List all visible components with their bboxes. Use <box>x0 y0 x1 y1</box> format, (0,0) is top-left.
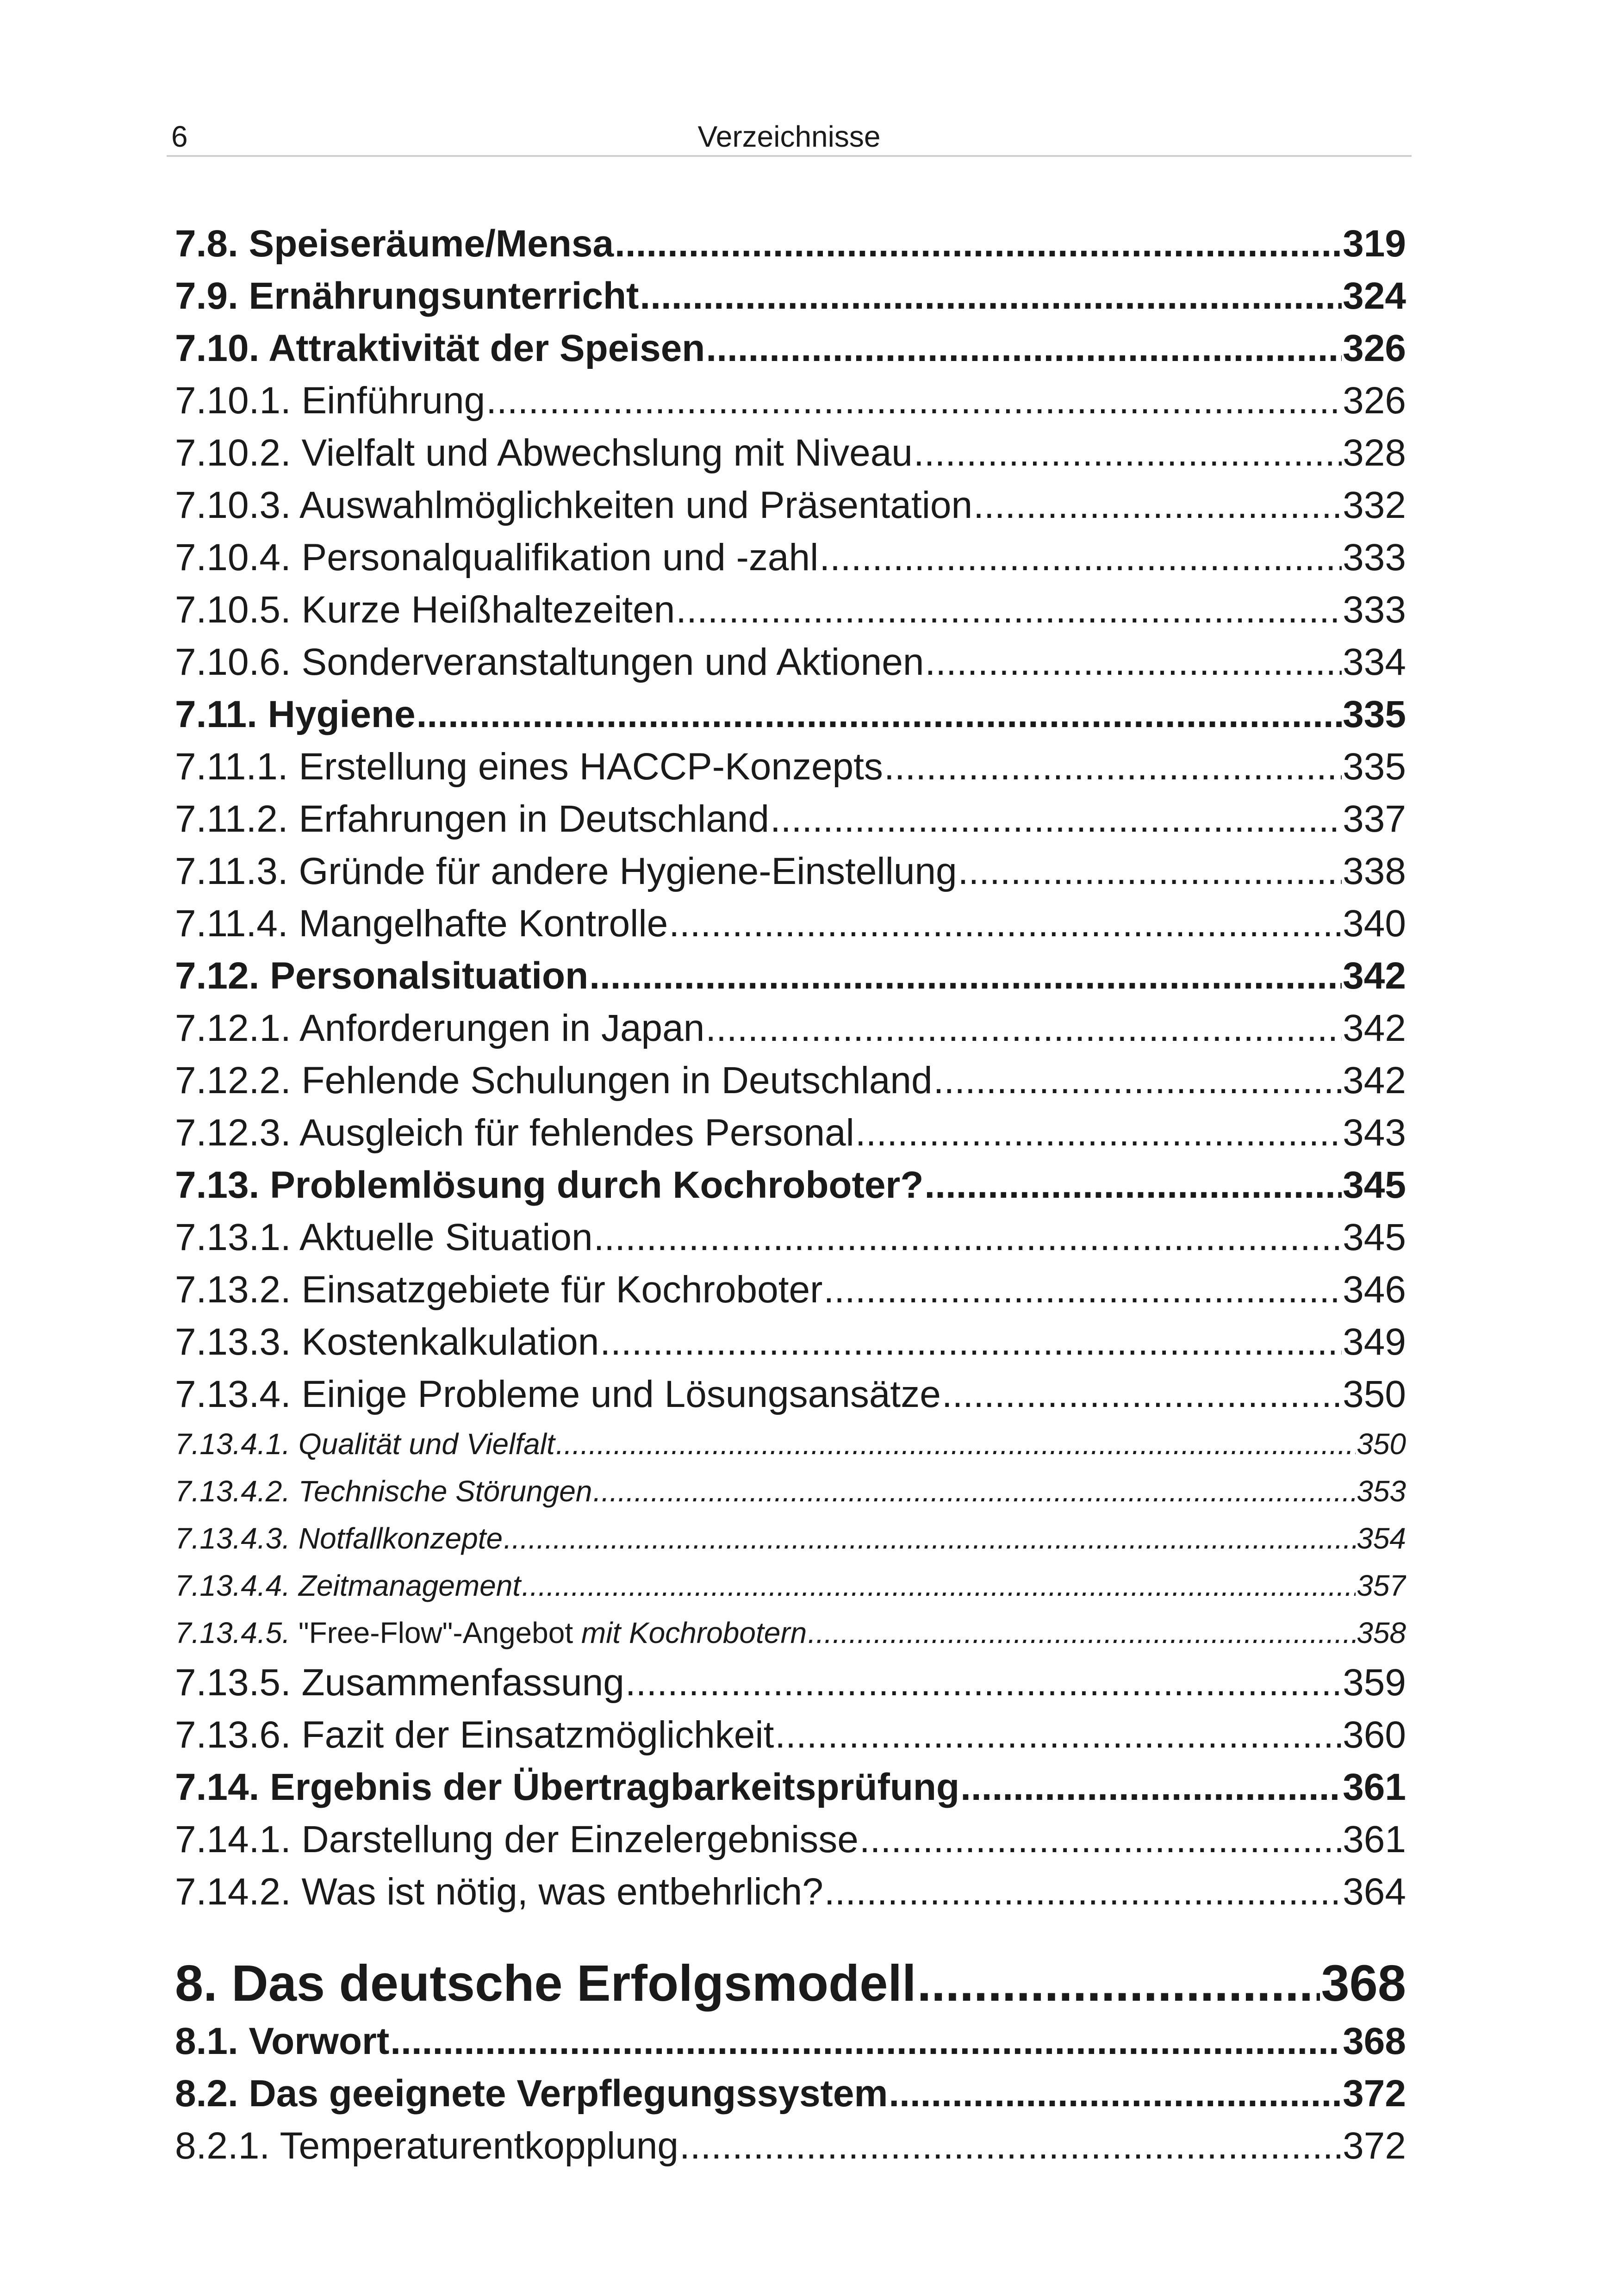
toc-entry-title: 7.12.1. Anforderungen in Japan <box>175 1007 705 1049</box>
toc-entry-title: 7.13.5. Zusammenfassung <box>175 1661 624 1704</box>
toc-entry-title: 7.11.2. Erfahrungen in Deutschland <box>175 798 770 840</box>
dot-leader <box>942 1368 1342 1420</box>
toc-entry <box>175 1107 1406 1159</box>
toc-entry-page: 326 <box>1343 327 1406 369</box>
toc-entry-title: 7.10.5. Kurze Heißhaltezeiten <box>175 589 675 631</box>
toc-entry-page: 333 <box>1343 536 1406 579</box>
toc-entry-title: 7.13.4.3. Notfallkonzepte <box>175 1522 503 1555</box>
toc-entry <box>175 584 1406 636</box>
toc-entry <box>175 1420 1406 1468</box>
toc-entry-page: 342 <box>1343 1059 1406 1101</box>
toc-entry-title: 7.11.3. Gründe für andere Hygiene-Einstellung <box>175 850 957 892</box>
toc-entry <box>175 1159 1406 1211</box>
toc-entry <box>175 1054 1406 1107</box>
dot-leader <box>933 1054 1342 1107</box>
toc-entry <box>175 1866 1406 1918</box>
toc-entry-title: 7.12. Personalsituation <box>175 955 589 997</box>
dot-leader <box>819 531 1342 584</box>
toc-entry <box>175 1263 1406 1316</box>
toc-entry-title: 7.11. Hygiene <box>175 693 416 735</box>
toc-entry <box>175 1368 1406 1420</box>
toc-entry-title: 7.13.4.2. Technische Störungen <box>175 1475 592 1508</box>
dot-leader <box>823 1263 1342 1316</box>
toc-entry <box>175 688 1406 740</box>
toc-entry-page: 345 <box>1343 1164 1406 1206</box>
toc-entry-page: 349 <box>1343 1321 1406 1363</box>
dot-leader <box>679 2120 1342 2172</box>
toc-entry-title: 7.10.6. Sonderveranstaltungen und Aktionen <box>175 641 924 683</box>
toc-entry <box>175 427 1406 479</box>
toc-entry-page: 340 <box>1343 902 1406 945</box>
toc-entry-title: 7.13.4.4. Zeitmanagement <box>175 1569 521 1602</box>
toc-entry <box>175 531 1406 584</box>
dot-leader <box>706 322 1342 374</box>
dot-leader <box>522 1562 1356 1609</box>
toc-entry-page: 345 <box>1343 1216 1406 1258</box>
toc-entry-page: 372 <box>1343 2125 1406 2167</box>
dot-leader <box>705 1002 1342 1054</box>
dot-leader <box>917 1947 1320 2021</box>
toc-entry <box>175 2120 1406 2172</box>
toc-entry-page: 343 <box>1343 1112 1406 1154</box>
toc-entry-title: 7.10.1. Einführung <box>175 380 485 422</box>
toc-entry-page: 335 <box>1343 693 1406 735</box>
toc-entry <box>175 218 1406 270</box>
dot-leader <box>775 1709 1342 1761</box>
toc-entry <box>175 845 1406 897</box>
running-header <box>167 118 1412 157</box>
toc-entry-page: 372 <box>1343 2072 1406 2115</box>
toc-entry-page: 342 <box>1343 955 1406 997</box>
dot-leader <box>600 1316 1342 1368</box>
dot-leader <box>417 688 1342 740</box>
toc-entry-page: 364 <box>1343 1871 1406 1913</box>
toc-entry <box>175 1515 1406 1562</box>
dot-leader <box>859 1813 1342 1866</box>
toc-entry-page: 337 <box>1343 798 1406 840</box>
dot-leader <box>884 740 1342 793</box>
toc-entry <box>175 1316 1406 1368</box>
toc-entry <box>175 2015 1406 2067</box>
toc-entry <box>175 636 1406 688</box>
toc-entry-title: 7.13.4. Einige Probleme und Lösungsansätze <box>175 1373 941 1415</box>
toc-entry-title: 7.12.2. Fehlende Schulungen in Deutschland <box>175 1059 933 1101</box>
table-of-contents <box>175 218 1406 2172</box>
toc-entry-page: 342 <box>1343 1007 1406 1049</box>
toc-entry <box>175 1211 1406 1263</box>
toc-entry <box>175 1002 1406 1054</box>
toc-entry-page: 361 <box>1343 1766 1406 1808</box>
dot-leader <box>615 218 1342 270</box>
toc-entry-page: 357 <box>1357 1569 1406 1602</box>
toc-entry-title: 7.10.3. Auswahlmöglichkeiten und Präsentation <box>175 484 973 526</box>
toc-entry-title-upright: "Free-Flow"-Angebot <box>298 1616 573 1649</box>
toc-entry-page: 360 <box>1343 1714 1406 1756</box>
toc-entry-page: 328 <box>1343 432 1406 474</box>
dot-leader <box>625 1656 1342 1709</box>
dot-leader <box>960 1761 1342 1813</box>
toc-entry <box>175 374 1406 427</box>
toc-entry-page: 319 <box>1343 223 1406 265</box>
dot-leader <box>855 1107 1342 1159</box>
toc-entry-page: 354 <box>1357 1522 1406 1555</box>
toc-entry-page: 353 <box>1357 1475 1406 1508</box>
toc-entry-page: 368 <box>1321 1955 1406 2012</box>
toc-entry-page: 324 <box>1343 275 1406 317</box>
dot-leader <box>973 479 1342 531</box>
toc-entry <box>175 897 1406 950</box>
dot-leader <box>914 427 1342 479</box>
toc-entry-page: 359 <box>1343 1661 1406 1704</box>
toc-entry-page: 361 <box>1343 1818 1406 1860</box>
toc-entry-page: 333 <box>1343 589 1406 631</box>
toc-entry-title: 7.14.1. Darstellung der Einzelergebnisse <box>175 1818 859 1860</box>
toc-entry-page: 350 <box>1357 1427 1406 1461</box>
toc-entry-title: 7.13.2. Einsatzgebiete für Kochroboter <box>175 1269 823 1311</box>
dot-leader <box>770 793 1342 845</box>
toc-entry-page: 335 <box>1343 746 1406 788</box>
toc-entry-page: 334 <box>1343 641 1406 683</box>
toc-entry-title: 7.14. Ergebnis der Übertragbarkeitsprüfung <box>175 1766 960 1808</box>
toc-entry-title: 7.13.6. Fazit der Einsatzmöglichkeit <box>175 1714 774 1756</box>
toc-entry-title <box>175 1609 807 1656</box>
toc-entry <box>175 1468 1406 1515</box>
toc-entry-title: 8.2. Das geeignete Verpflegungssystem <box>175 2072 888 2115</box>
toc-entry-title: 7.13.4.1. Qualität und Vielfalt <box>175 1427 555 1461</box>
toc-entry-title: 8. Das deutsche Erfolgsmodell <box>175 1955 916 2012</box>
toc-entry <box>175 1813 1406 1866</box>
toc-entry-page: 332 <box>1343 484 1406 526</box>
toc-entry-title: 7.13. Problemlösung durch Kochroboter? <box>175 1164 924 1206</box>
dot-leader <box>924 1159 1342 1211</box>
dot-leader <box>594 1211 1342 1263</box>
dot-leader <box>504 1515 1356 1562</box>
toc-entry <box>175 1761 1406 1813</box>
toc-entry <box>175 2067 1406 2120</box>
toc-entry <box>175 1709 1406 1761</box>
toc-entry-title: 7.14.2. Was ist nötig, was entbehrlich? <box>175 1871 823 1913</box>
toc-entry-title-number: 7.13.4.5. <box>175 1616 299 1649</box>
toc-entry <box>175 1947 1406 2021</box>
toc-entry-page: 346 <box>1343 1269 1406 1311</box>
toc-entry-page: 368 <box>1343 2020 1406 2062</box>
toc-entry <box>175 479 1406 531</box>
toc-entry-title: 7.11.4. Mangelhafte Kontrolle <box>175 902 668 945</box>
dot-leader <box>589 950 1342 1002</box>
dot-leader <box>593 1468 1356 1515</box>
toc-entry-title: 7.13.1. Aktuelle Situation <box>175 1216 593 1258</box>
dot-leader <box>958 845 1342 897</box>
toc-entry <box>175 1656 1406 1709</box>
toc-entry-title: 7.10.2. Vielfalt und Abwechslung mit Niveau <box>175 432 913 474</box>
toc-entry-title: 7.8. Speiseräume/Mensa <box>175 223 614 265</box>
toc-entry-title: 8.1. Vorwort <box>175 2020 390 2062</box>
dot-leader <box>889 2067 1342 2120</box>
toc-entry-page: 350 <box>1343 1373 1406 1415</box>
toc-entry-title: 7.10.4. Personalqualifikation und -zahl <box>175 536 819 579</box>
dot-leader <box>486 374 1342 427</box>
dot-leader <box>676 584 1342 636</box>
toc-entry-title: 7.13.3. Kostenkalkulation <box>175 1321 599 1363</box>
toc-entry <box>175 322 1406 374</box>
toc-entry <box>175 1562 1406 1609</box>
toc-entry-title: 7.11.1. Erstellung eines HACCP-Konzepts <box>175 746 883 788</box>
dot-leader <box>808 1609 1356 1656</box>
toc-entry-title: 8.2.1. Temperaturentkopplung <box>175 2125 679 2167</box>
running-title: Verzeichnisse <box>697 120 881 153</box>
toc-entry-title-suffix: mit Kochrobotern <box>573 1616 807 1649</box>
toc-entry <box>175 740 1406 793</box>
toc-entry-page: 358 <box>1357 1616 1406 1649</box>
page-number: 6 <box>171 120 188 153</box>
toc-entry-page: 338 <box>1343 850 1406 892</box>
dot-leader <box>669 897 1342 950</box>
toc-entry-page: 326 <box>1343 380 1406 422</box>
toc-entry-title: 7.9. Ernährungsunterricht <box>175 275 639 317</box>
dot-leader <box>556 1420 1356 1468</box>
dot-leader <box>640 270 1342 322</box>
toc-entry-title: 7.12.3. Ausgleich für fehlendes Personal <box>175 1112 854 1154</box>
toc-entry <box>175 270 1406 322</box>
dot-leader <box>390 2015 1342 2067</box>
toc-entry <box>175 950 1406 1002</box>
dot-leader <box>824 1866 1342 1918</box>
toc-entry <box>175 793 1406 845</box>
toc-entry-title: 7.10. Attraktivität der Speisen <box>175 327 705 369</box>
toc-entry <box>175 1609 1406 1656</box>
dot-leader <box>925 636 1342 688</box>
